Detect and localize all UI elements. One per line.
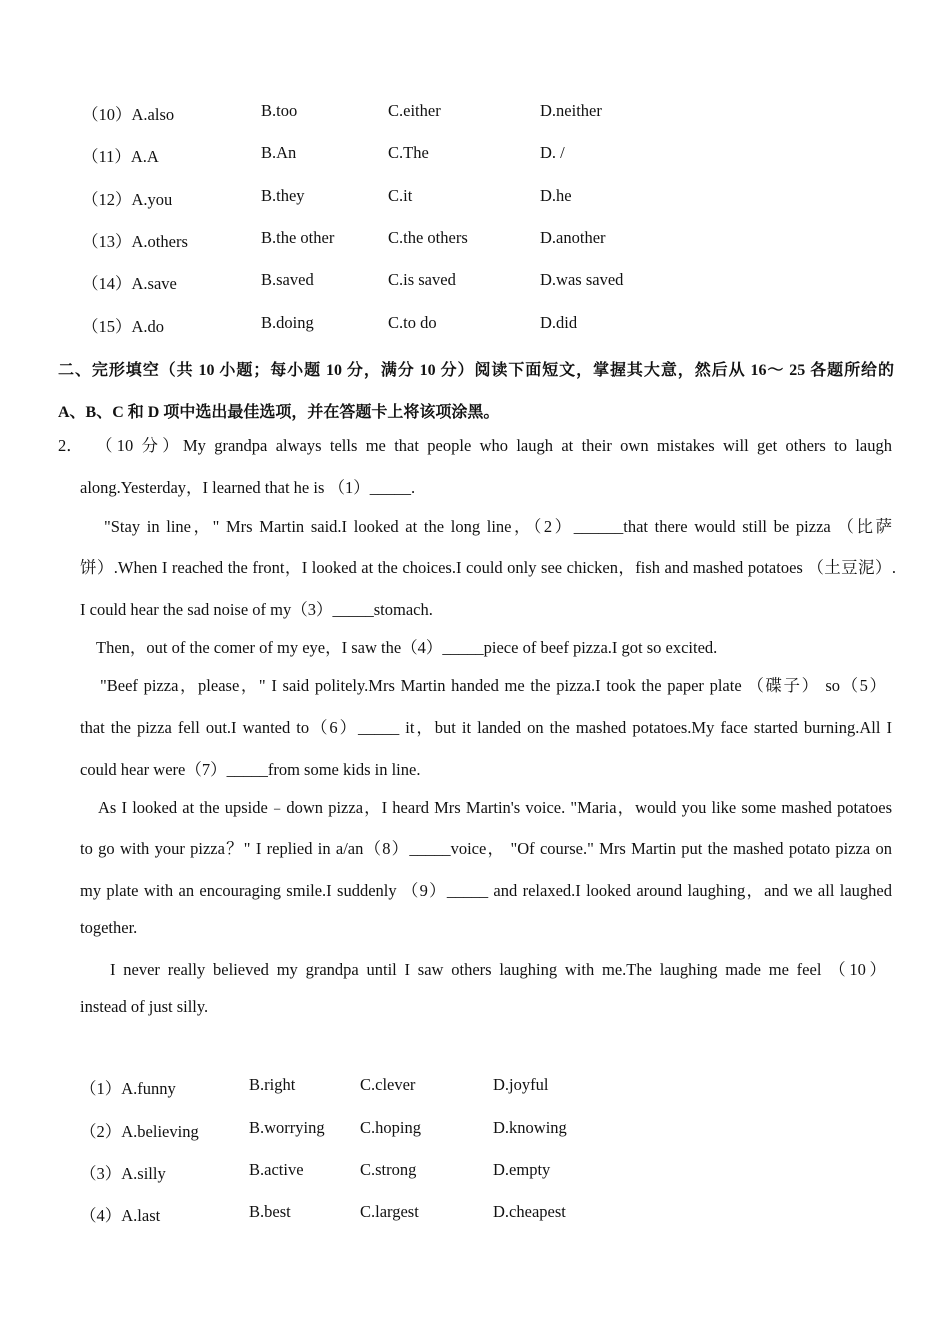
option-b: B.right [249, 1075, 296, 1094]
option-d: D.empty [493, 1160, 551, 1179]
option-a: （15）A.do [82, 317, 165, 336]
option-row [0, 270, 950, 294]
option-d: D.cheapest [493, 1202, 566, 1221]
option-a: （3）A.silly [80, 1164, 166, 1183]
option-b: B.best [249, 1202, 291, 1221]
option-row [0, 143, 950, 167]
option-d: D.neither [540, 101, 602, 120]
passage-line: instead of just silly. [80, 997, 209, 1016]
option-c: C.is saved [388, 270, 456, 289]
option-d: D.was saved [540, 270, 624, 289]
passage-line: along.Yesterday，I learned that he is （1）_____. [80, 478, 416, 497]
section-heading-line: 二、完形填空（共 10 小题；每小题 10 分，满分 10 分）阅读下面短文，掌握其大意，然后从 16～ 25 各题所给的 [58, 362, 894, 379]
passage-line: could hear were（7）_____from some kids in line. [80, 760, 421, 779]
passage-line: Then，out of the comer of my eye，I saw the（4）_____piece of beef pizza.I got so excited. [96, 638, 718, 657]
option-a: （2）A.believing [80, 1122, 199, 1141]
option-row [0, 101, 950, 125]
option-row [0, 1202, 950, 1226]
option-d: D.did [540, 313, 578, 332]
option-a: （11）A.A [82, 147, 159, 166]
option-c: C.to do [388, 313, 437, 332]
option-row [0, 1075, 950, 1099]
option-row [0, 228, 950, 252]
passage-line: together. [80, 918, 138, 937]
passage-line: （10 分）My grandpa always tells me that people who laugh at their own mistakes will get others to laugh [96, 436, 892, 455]
option-c: C.The [388, 143, 429, 162]
option-d: D.joyful [493, 1075, 549, 1094]
option-c: C.it [388, 186, 413, 205]
option-c: C.clever [360, 1075, 416, 1094]
section-heading-line: A、B、C 和 D 项中选出最佳选项，并在答题卡上将该项涂黑。 [58, 404, 500, 421]
passage-line: to go with your pizza？" I replied in a/an（8）_____voice， "Of course." Mrs Martin put the mashed potato pizza on [80, 839, 892, 858]
option-c: C.the others [388, 228, 468, 247]
option-b: B.doing [261, 313, 314, 332]
passage-line: "Beef pizza，please，" I said politely.Mrs Martin handed me the pizza.I took the paper plate （碟子） so（5） [100, 676, 886, 695]
option-row [0, 1118, 950, 1142]
option-a: （12）A.you [82, 190, 173, 209]
passage-line: my plate with an encouraging smile.I suddenly （9）_____ and relaxed.I looked around laughing，and we all laughed [80, 881, 892, 900]
option-d: D.another [540, 228, 606, 247]
option-b: B.they [261, 186, 305, 205]
option-b: B.An [261, 143, 297, 162]
option-b: B.too [261, 101, 298, 120]
option-b: B.active [249, 1160, 304, 1179]
option-c: C.either [388, 101, 441, 120]
question-number: 2． [58, 436, 83, 455]
section-heading [58, 350, 894, 434]
option-a: （14）A.save [82, 274, 177, 293]
option-a: （4）A.last [80, 1206, 161, 1225]
option-c: C.strong [360, 1160, 417, 1179]
option-b: B.the other [261, 228, 335, 247]
passage-line: As I looked at the upside﹣down pizza，I heard Mrs Martin's voice. "Maria，would you like some mashed potatoes [98, 798, 892, 817]
option-a: （10）A.also [82, 105, 175, 124]
option-d: D. / [540, 143, 565, 162]
option-row [0, 186, 950, 210]
passage-line: I never really believed my grandpa until I saw others laughing with me.The laughing made me feel （10） [110, 960, 886, 979]
passage-line: 饼）.When I reached the front，I looked at the choices.I could only see chicken，fish and mashed potatoes （土豆泥）. [80, 558, 896, 577]
option-b: B.worrying [249, 1118, 325, 1137]
option-d: D.knowing [493, 1118, 567, 1137]
option-b: B.saved [261, 270, 314, 289]
option-a: （13）A.others [82, 232, 188, 251]
option-d: D.he [540, 186, 572, 205]
option-c: C.hoping [360, 1118, 421, 1137]
passage-line: "Stay in line，" Mrs Martin said.I looked at the long line，（2）______that there would still be pizza （比萨 [104, 517, 892, 536]
option-row [0, 313, 950, 337]
option-a: （1）A.funny [80, 1079, 176, 1098]
option-c: C.largest [360, 1202, 419, 1221]
passage-line: that the pizza fell out.I wanted to（6）_____ it，but it landed on the mashed potatoes.My face started burning.All I [80, 718, 892, 737]
option-row [0, 1160, 950, 1184]
passage-line: I could hear the sad noise of my（3）_____stomach. [80, 600, 433, 619]
